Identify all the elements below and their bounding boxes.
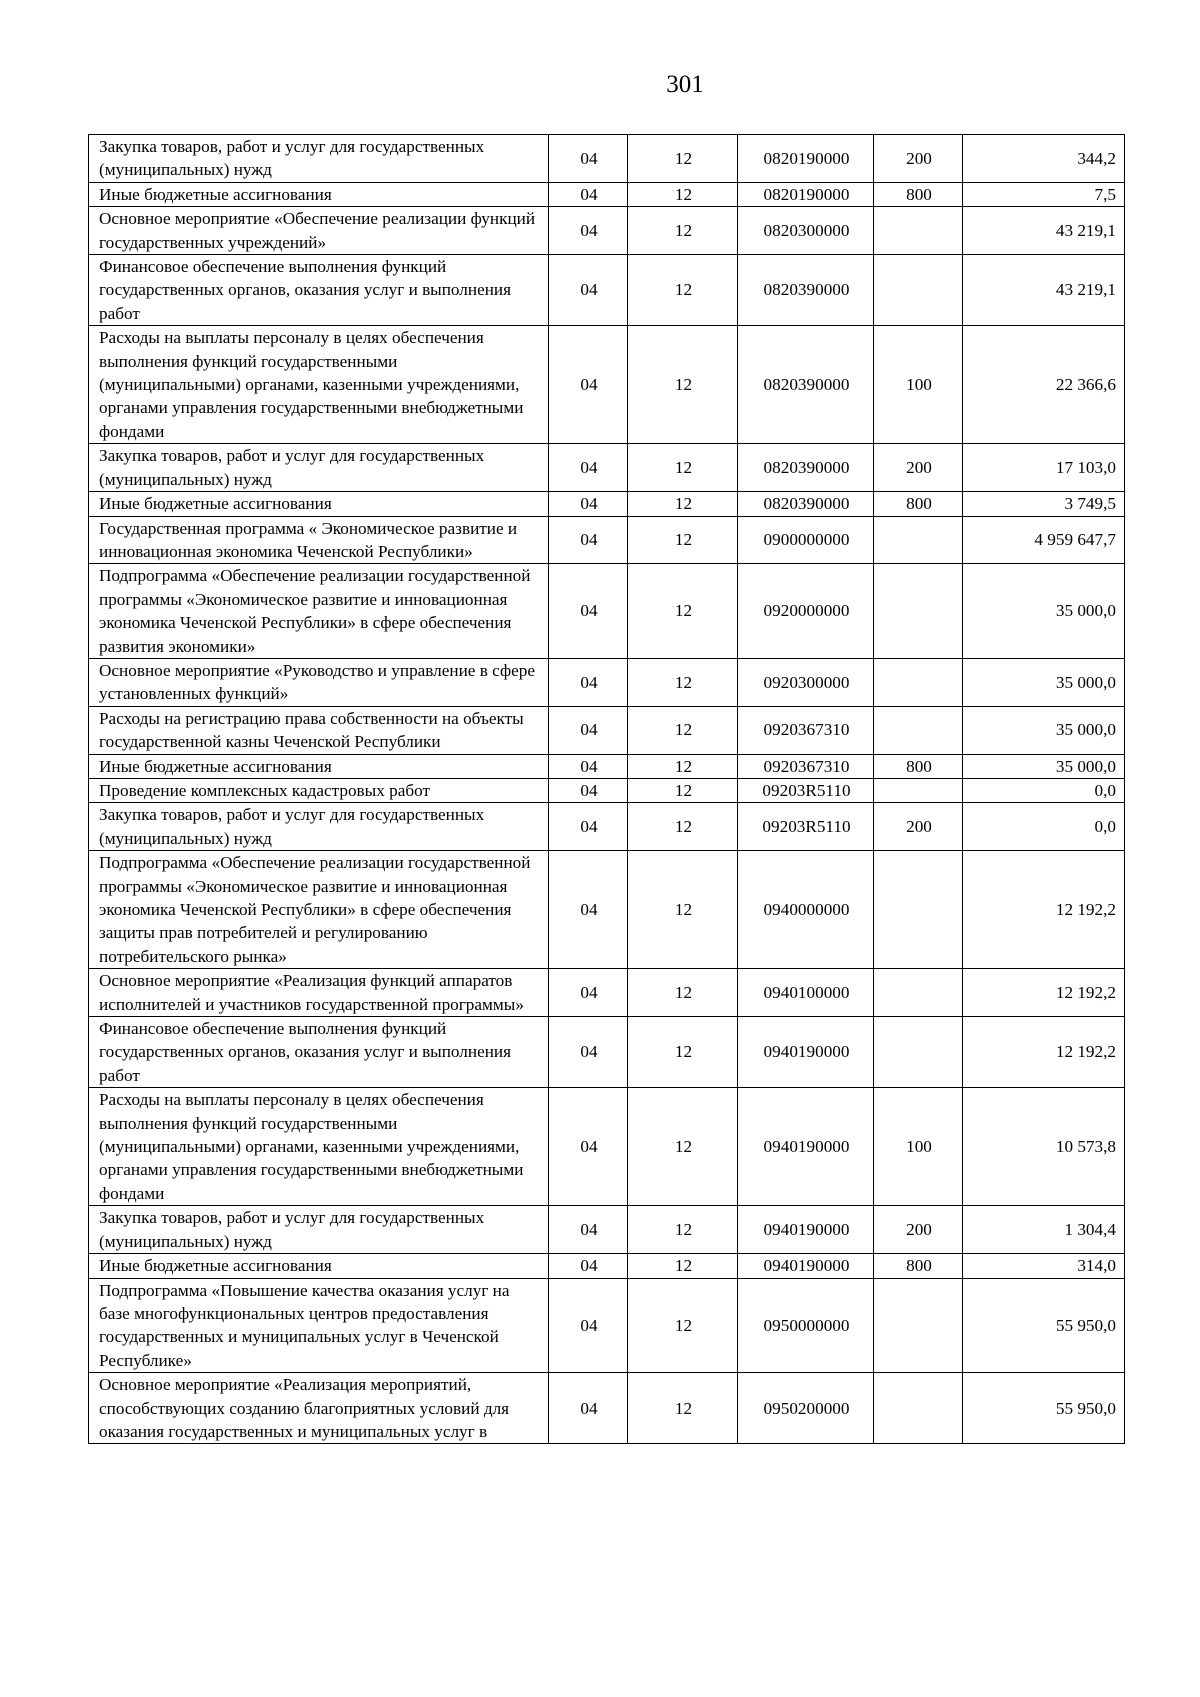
- table-row: [89, 851, 1125, 969]
- target-article-cell: 0940000000: [738, 851, 874, 969]
- row-name-cell: Финансовое обеспечение выполнения функций государственных органов, оказания услуг и выполнения работ: [89, 255, 549, 326]
- row-name-cell: Основное мероприятие «Реализация функций аппаратов исполнителей и участников государственной программы»: [89, 969, 549, 1017]
- section-code-cell: 04: [549, 516, 628, 564]
- section-code-cell: 04: [549, 1254, 628, 1278]
- subsection-code-cell: 12: [628, 255, 738, 326]
- target-article-cell: 0940100000: [738, 969, 874, 1017]
- amount-cell: 35 000,0: [963, 706, 1125, 754]
- table-row: [89, 444, 1125, 492]
- subsection-code-cell: 12: [628, 135, 738, 183]
- budget-table-body: [89, 135, 1125, 1444]
- subsection-code-cell: 12: [628, 326, 738, 444]
- row-name-cell: Основное мероприятие «Реализация мероприятий, способствующих созданию благоприятных условий для оказания государственных и муниципальных услуг в: [89, 1373, 549, 1444]
- target-article-cell: 0820390000: [738, 492, 874, 516]
- target-article-cell: 0920367310: [738, 706, 874, 754]
- table-row: [89, 492, 1125, 516]
- amount-cell: 4 959 647,7: [963, 516, 1125, 564]
- section-code-cell: 04: [549, 1017, 628, 1088]
- table-row: [89, 778, 1125, 802]
- section-code-cell: 04: [549, 182, 628, 206]
- row-name-cell: Финансовое обеспечение выполнения функций государственных органов, оказания услуг и выполнения работ: [89, 1017, 549, 1088]
- subsection-code-cell: 12: [628, 851, 738, 969]
- target-article-cell: 0950000000: [738, 1278, 874, 1373]
- section-code-cell: 04: [549, 135, 628, 183]
- amount-cell: 12 192,2: [963, 969, 1125, 1017]
- section-code-cell: 04: [549, 564, 628, 659]
- subsection-code-cell: 12: [628, 492, 738, 516]
- amount-cell: 10 573,8: [963, 1088, 1125, 1206]
- expense-type-cell: 200: [874, 135, 963, 183]
- expense-type-cell: [874, 658, 963, 706]
- amount-cell: 35 000,0: [963, 754, 1125, 778]
- target-article-cell: 0920300000: [738, 658, 874, 706]
- subsection-code-cell: 12: [628, 658, 738, 706]
- target-article-cell: 0820390000: [738, 255, 874, 326]
- subsection-code-cell: 12: [628, 444, 738, 492]
- expense-type-cell: [874, 969, 963, 1017]
- expense-type-cell: 800: [874, 754, 963, 778]
- row-name-cell: Расходы на выплаты персоналу в целях обеспечения выполнения функций государственными (муниципальными) органами, казенными учреждениями, органами управления государственными внебюджетными фондами: [89, 326, 549, 444]
- table-row: [89, 516, 1125, 564]
- row-name-cell: Иные бюджетные ассигнования: [89, 754, 549, 778]
- subsection-code-cell: 12: [628, 754, 738, 778]
- expense-type-cell: [874, 851, 963, 969]
- table-row: [89, 207, 1125, 255]
- target-article-cell: 0820300000: [738, 207, 874, 255]
- amount-cell: 1 304,4: [963, 1206, 1125, 1254]
- subsection-code-cell: 12: [628, 564, 738, 659]
- section-code-cell: 04: [549, 1373, 628, 1444]
- page-number: 301: [666, 71, 704, 98]
- amount-cell: 43 219,1: [963, 207, 1125, 255]
- section-code-cell: 04: [549, 658, 628, 706]
- target-article-cell: 0900000000: [738, 516, 874, 564]
- expense-type-cell: [874, 516, 963, 564]
- amount-cell: 35 000,0: [963, 658, 1125, 706]
- section-code-cell: 04: [549, 1278, 628, 1373]
- row-name-cell: Иные бюджетные ассигнования: [89, 182, 549, 206]
- target-article-cell: 0940190000: [738, 1206, 874, 1254]
- table-row: [89, 658, 1125, 706]
- table-row: [89, 706, 1125, 754]
- table-row: [89, 135, 1125, 183]
- expense-type-cell: [874, 207, 963, 255]
- target-article-cell: 0920000000: [738, 564, 874, 659]
- expense-type-cell: [874, 1278, 963, 1373]
- table-row: [89, 1017, 1125, 1088]
- section-code-cell: 04: [549, 326, 628, 444]
- target-article-cell: 09203R5110: [738, 778, 874, 802]
- expense-type-cell: 200: [874, 1206, 963, 1254]
- row-name-cell: Закупка товаров, работ и услуг для государственных (муниципальных) нужд: [89, 135, 549, 183]
- amount-cell: 0,0: [963, 803, 1125, 851]
- amount-cell: 344,2: [963, 135, 1125, 183]
- table-row: [89, 969, 1125, 1017]
- section-code-cell: 04: [549, 207, 628, 255]
- amount-cell: 35 000,0: [963, 564, 1125, 659]
- row-name-cell: Основное мероприятие «Обеспечение реализации функций государственных учреждений»: [89, 207, 549, 255]
- section-code-cell: 04: [549, 706, 628, 754]
- amount-cell: 12 192,2: [963, 851, 1125, 969]
- section-code-cell: 04: [549, 778, 628, 802]
- row-name-cell: Подпрограмма «Повышение качества оказания услуг на базе многофункциональных центров предоставления государственных и муниципальных услуг в Чеченской Республике»: [89, 1278, 549, 1373]
- expense-type-cell: [874, 1017, 963, 1088]
- amount-cell: 7,5: [963, 182, 1125, 206]
- expense-type-cell: 100: [874, 326, 963, 444]
- target-article-cell: 0920367310: [738, 754, 874, 778]
- row-name-cell: Иные бюджетные ассигнования: [89, 1254, 549, 1278]
- expense-type-cell: [874, 778, 963, 802]
- row-name-cell: Расходы на регистрацию права собственности на объекты государственной казны Чеченской Республики: [89, 706, 549, 754]
- subsection-code-cell: 12: [628, 1254, 738, 1278]
- subsection-code-cell: 12: [628, 207, 738, 255]
- amount-cell: 314,0: [963, 1254, 1125, 1278]
- amount-cell: 3 749,5: [963, 492, 1125, 516]
- expense-type-cell: 800: [874, 492, 963, 516]
- row-name-cell: Закупка товаров, работ и услуг для государственных (муниципальных) нужд: [89, 1206, 549, 1254]
- subsection-code-cell: 12: [628, 778, 738, 802]
- row-name-cell: Расходы на выплаты персоналу в целях обеспечения выполнения функций государственными (муниципальными) органами, казенными учреждениями, органами управления государственными внебюджетными фондами: [89, 1088, 549, 1206]
- target-article-cell: 0950200000: [738, 1373, 874, 1444]
- table-row: [89, 1254, 1125, 1278]
- expense-type-cell: [874, 1373, 963, 1444]
- subsection-code-cell: 12: [628, 706, 738, 754]
- subsection-code-cell: 12: [628, 1017, 738, 1088]
- row-name-cell: Проведение комплексных кадастровых работ: [89, 778, 549, 802]
- target-article-cell: 0820190000: [738, 182, 874, 206]
- amount-cell: 12 192,2: [963, 1017, 1125, 1088]
- row-name-cell: Иные бюджетные ассигнования: [89, 492, 549, 516]
- expense-type-cell: [874, 706, 963, 754]
- subsection-code-cell: 12: [628, 803, 738, 851]
- target-article-cell: 0820390000: [738, 326, 874, 444]
- row-name-cell: Подпрограмма «Обеспечение реализации государственной программы «Экономическое развитие и инновационная экономика Чеченской Республики» в сфере обеспечения защиты прав потребителей и регулированию потребительского рынка»: [89, 851, 549, 969]
- section-code-cell: 04: [549, 851, 628, 969]
- section-code-cell: 04: [549, 969, 628, 1017]
- row-name-cell: Закупка товаров, работ и услуг для государственных (муниципальных) нужд: [89, 444, 549, 492]
- target-article-cell: 09203R5110: [738, 803, 874, 851]
- table-row: [89, 754, 1125, 778]
- expense-type-cell: 800: [874, 182, 963, 206]
- amount-cell: 17 103,0: [963, 444, 1125, 492]
- row-name-cell: Государственная программа « Экономическое развитие и инновационная экономика Чеченской Республики»: [89, 516, 549, 564]
- table-row: [89, 182, 1125, 206]
- amount-cell: 22 366,6: [963, 326, 1125, 444]
- target-article-cell: 0820390000: [738, 444, 874, 492]
- subsection-code-cell: 12: [628, 516, 738, 564]
- expense-type-cell: [874, 564, 963, 659]
- budget-table: [88, 134, 1125, 1444]
- section-code-cell: 04: [549, 492, 628, 516]
- row-name-cell: Закупка товаров, работ и услуг для государственных (муниципальных) нужд: [89, 803, 549, 851]
- table-row: [89, 1088, 1125, 1206]
- table-row: [89, 1373, 1125, 1444]
- expense-type-cell: 200: [874, 803, 963, 851]
- subsection-code-cell: 12: [628, 1373, 738, 1444]
- target-article-cell: 0940190000: [738, 1017, 874, 1088]
- expense-type-cell: 800: [874, 1254, 963, 1278]
- subsection-code-cell: 12: [628, 1206, 738, 1254]
- amount-cell: 0,0: [963, 778, 1125, 802]
- target-article-cell: 0820190000: [738, 135, 874, 183]
- section-code-cell: 04: [549, 255, 628, 326]
- table-row: [89, 1278, 1125, 1373]
- table-row: [89, 326, 1125, 444]
- table-row: [89, 255, 1125, 326]
- amount-cell: 55 950,0: [963, 1278, 1125, 1373]
- subsection-code-cell: 12: [628, 182, 738, 206]
- section-code-cell: 04: [549, 803, 628, 851]
- target-article-cell: 0940190000: [738, 1088, 874, 1206]
- table-row: [89, 803, 1125, 851]
- section-code-cell: 04: [549, 1088, 628, 1206]
- subsection-code-cell: 12: [628, 1278, 738, 1373]
- amount-cell: 55 950,0: [963, 1373, 1125, 1444]
- table-row: [89, 564, 1125, 659]
- expense-type-cell: [874, 255, 963, 326]
- row-name-cell: Основное мероприятие «Руководство и управление в сфере установленных функций»: [89, 658, 549, 706]
- subsection-code-cell: 12: [628, 1088, 738, 1206]
- row-name-cell: Подпрограмма «Обеспечение реализации государственной программы «Экономическое развитие и инновационная экономика Чеченской Республики» в сфере обеспечения развития экономики»: [89, 564, 549, 659]
- subsection-code-cell: 12: [628, 969, 738, 1017]
- section-code-cell: 04: [549, 444, 628, 492]
- section-code-cell: 04: [549, 754, 628, 778]
- expense-type-cell: 200: [874, 444, 963, 492]
- expense-type-cell: 100: [874, 1088, 963, 1206]
- section-code-cell: 04: [549, 1206, 628, 1254]
- table-row: [89, 1206, 1125, 1254]
- amount-cell: 43 219,1: [963, 255, 1125, 326]
- target-article-cell: 0940190000: [738, 1254, 874, 1278]
